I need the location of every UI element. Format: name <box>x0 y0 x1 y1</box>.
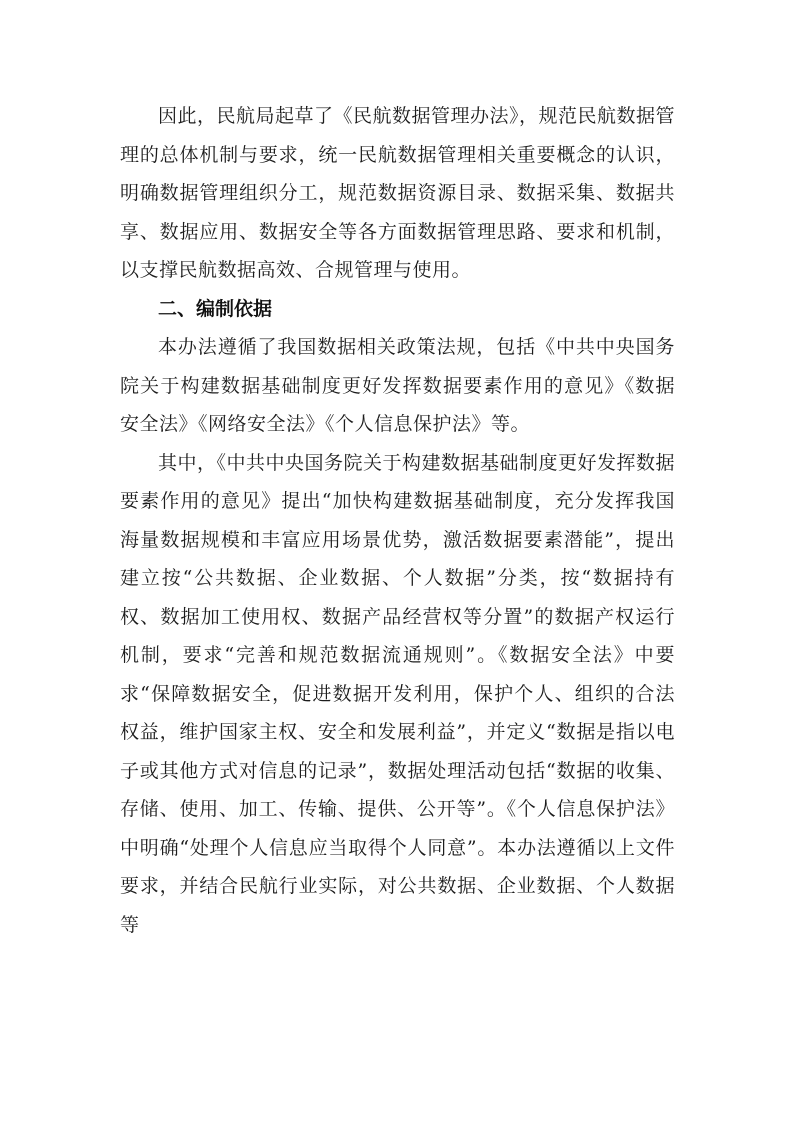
section-heading-basis: 二、编制依据 <box>158 297 273 320</box>
paragraph-policy-details: 其中，《中共中央国务院关于构建数据基础制度更好发挥数据要素作用的意见》提出“加快构建数据基础制度，充分发挥我国海量数据规模和丰富应用场景优势，激活数据要素潜能”，提出建立按“公共数据、企业数据、个人数据”分类，按“数据持有权、数据加工使用权、数据产品经营权等分置”的数据产权运行机制，要求“完善和规范数据流通规则”。《数据安全法》中要求“保障数据安全，促进数据开发利用，保护个人、组织的合法权益，维护国家主权、安全和发展利益”，并定义“数据是指以电子或其他方式对信息的记录”，数据处理活动包括“数据的收集、存储、使用、加工、传输、提供、公开等”。《个人信息保护法》中明确“处理个人信息应当取得个人同意”。本办法遵循以上文件要求，并结合民航行业实际，对公共数据、企业数据、个人数据等 <box>120 451 676 936</box>
paragraph-background: 因此，民航局起草了《民航数据管理办法》，规范民航数据管理的总体机制与要求，统一民航数据管理相关重要概念的认识，明确数据管理组织分工，规范数据资源目录、数据采集、数据共享、数据应用、数据安全等各方面数据管理思路、要求和机制，以支撑民航数据高效、合规管理与使用。 <box>120 105 676 281</box>
paragraph-policy-basis: 本办法遵循了我国数据相关政策法规，包括《中共中央国务院关于构建数据基础制度更好发挥数据要素作用的意见》《数据安全法》《网络安全法》《个人信息保护法》等。 <box>120 336 675 435</box>
document-body <box>120 97 675 944</box>
